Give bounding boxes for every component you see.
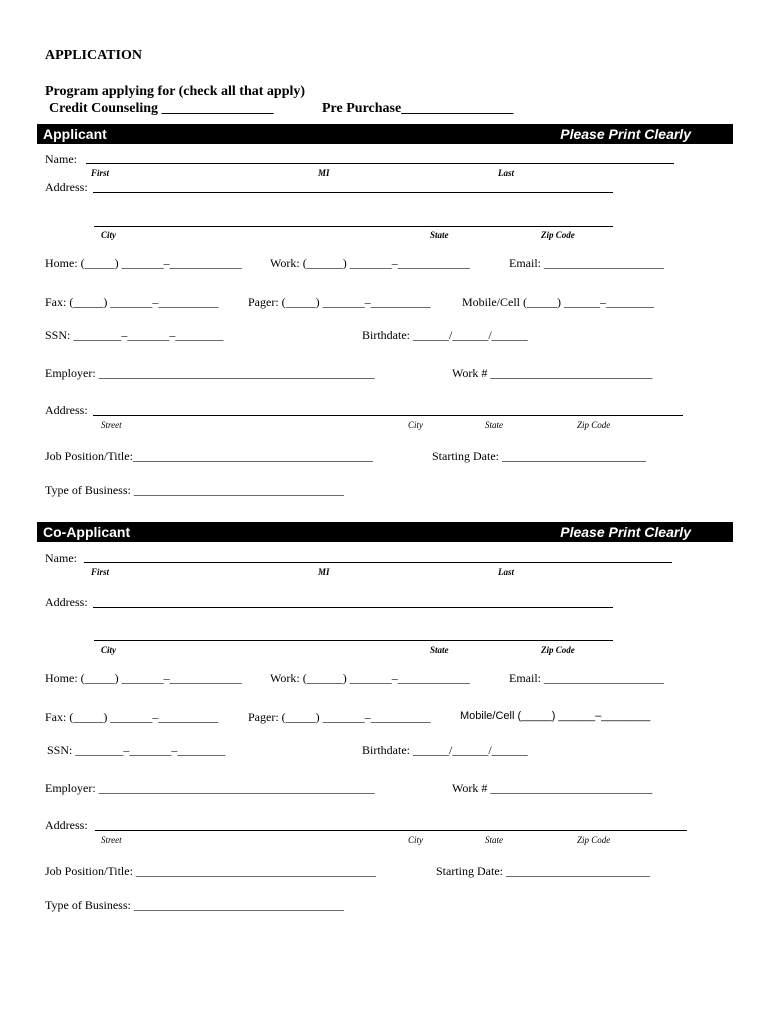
coapplicant-address-field[interactable]: [93, 607, 613, 608]
coapplicant-state-caption: State: [430, 645, 449, 655]
applicant-employer-address-label: Address:: [45, 403, 88, 417]
coapplicant-first-caption: First: [91, 567, 110, 577]
applicant-fax[interactable]: Fax: (_____) _______–__________: [45, 295, 219, 309]
coapplicant-state2-caption: State: [485, 835, 503, 845]
applicant-work-number[interactable]: Work # ___________________________: [452, 366, 653, 380]
coapplicant-starting-date[interactable]: Starting Date: ________________________: [436, 864, 650, 878]
applicant-starting-date[interactable]: Starting Date: ________________________: [432, 449, 646, 463]
coapplicant-birthdate[interactable]: Birthdate: ______/______/______: [362, 743, 528, 757]
applicant-city2-caption: City: [408, 420, 423, 430]
print-clearly-note: Please Print Clearly: [560, 524, 691, 540]
applicant-pager[interactable]: Pager: (_____) _______–__________: [248, 295, 431, 309]
applicant-name-field[interactable]: [86, 163, 674, 164]
coapplicant-pager[interactable]: Pager: (_____) _______–__________: [248, 710, 431, 724]
coapplicant-city-state-zip-field[interactable]: [94, 640, 613, 641]
coapplicant-address-label: Address:: [45, 595, 88, 609]
coapplicant-ssn[interactable]: SSN: ________–_______–________: [47, 743, 226, 757]
applicant-ssn[interactable]: SSN: ________–_______–________: [45, 328, 224, 342]
coapplicant-name-label: Name:: [45, 551, 77, 565]
applicant-mi-caption: MI: [318, 168, 330, 178]
applicant-work-phone[interactable]: Work: (______) _______–____________: [270, 256, 470, 270]
coapplicant-job-title[interactable]: Job Position/Title: ________________________________________: [45, 864, 376, 878]
applicant-job-title[interactable]: Job Position/Title:________________________________________: [45, 449, 373, 463]
coapplicant-street-caption: Street: [101, 835, 122, 845]
coapplicant-employer-address-field[interactable]: [95, 830, 687, 831]
option-pre-purchase[interactable]: Pre Purchase________________: [322, 101, 514, 116]
applicant-heading: Applicant: [43, 126, 107, 142]
coapplicant-work-phone[interactable]: Work: (______) _______–____________: [270, 671, 470, 685]
applicant-city-state-zip-field[interactable]: [94, 226, 613, 227]
applicant-zip2-caption: Zip Code: [577, 420, 611, 430]
applicant-home-phone[interactable]: Home: (_____) _______–____________: [45, 256, 242, 270]
coapplicant-name-field[interactable]: [84, 562, 672, 563]
applicant-state-caption: State: [430, 230, 449, 240]
applicant-last-caption: Last: [498, 168, 515, 178]
coapplicant-home-phone[interactable]: Home: (_____) _______–____________: [45, 671, 242, 685]
applicant-section-bar: [37, 124, 733, 144]
coapplicant-zip2-caption: Zip Code: [577, 835, 611, 845]
applicant-employer[interactable]: Employer: ______________________________________________: [45, 366, 375, 380]
coapplicant-mi-caption: MI: [318, 567, 330, 577]
coapplicant-business-type[interactable]: Type of Business: ___________________________________: [45, 898, 344, 912]
applicant-street-caption: Street: [101, 420, 122, 430]
page-title: APPLICATION: [45, 48, 142, 63]
applicant-address-label: Address:: [45, 180, 88, 194]
applicant-first-caption: First: [91, 168, 110, 178]
coapplicant-mobile[interactable]: Mobile/Cell (_____) ______–________: [460, 710, 651, 722]
applicant-state2-caption: State: [485, 420, 503, 430]
coapplicant-employer[interactable]: Employer: ______________________________________________: [45, 781, 375, 795]
applicant-address-field[interactable]: [93, 192, 613, 193]
applicant-zip-caption: Zip Code: [541, 230, 575, 240]
print-clearly-note: Please Print Clearly: [560, 126, 691, 142]
applicant-name-label: Name:: [45, 152, 77, 166]
coapplicant-last-caption: Last: [498, 567, 515, 577]
applicant-business-type[interactable]: Type of Business: ___________________________________: [45, 483, 344, 497]
applicant-birthdate[interactable]: Birthdate: ______/______/______: [362, 328, 528, 342]
coapplicant-city-caption: City: [101, 645, 116, 655]
coapplicant-email[interactable]: Email: ____________________: [509, 671, 664, 685]
coapplicant-heading: Co-Applicant: [43, 524, 131, 540]
coapplicant-zip-caption: Zip Code: [541, 645, 575, 655]
applicant-city-caption: City: [101, 230, 116, 240]
coapplicant-city2-caption: City: [408, 835, 423, 845]
coapplicant-employer-address-label: Address:: [45, 818, 88, 832]
applicant-email[interactable]: Email: ____________________: [509, 256, 664, 270]
applicant-employer-address-field[interactable]: [93, 415, 683, 416]
program-prompt: Program applying for (check all that apply): [45, 84, 306, 99]
option-credit-counseling[interactable]: Credit Counseling ________________: [49, 101, 274, 116]
coapplicant-fax[interactable]: Fax: (_____) _______–__________: [45, 710, 219, 724]
coapplicant-work-number[interactable]: Work # ___________________________: [452, 781, 653, 795]
applicant-mobile[interactable]: Mobile/Cell (_____) ______–________: [462, 295, 654, 309]
coapplicant-section-bar: [37, 522, 733, 542]
